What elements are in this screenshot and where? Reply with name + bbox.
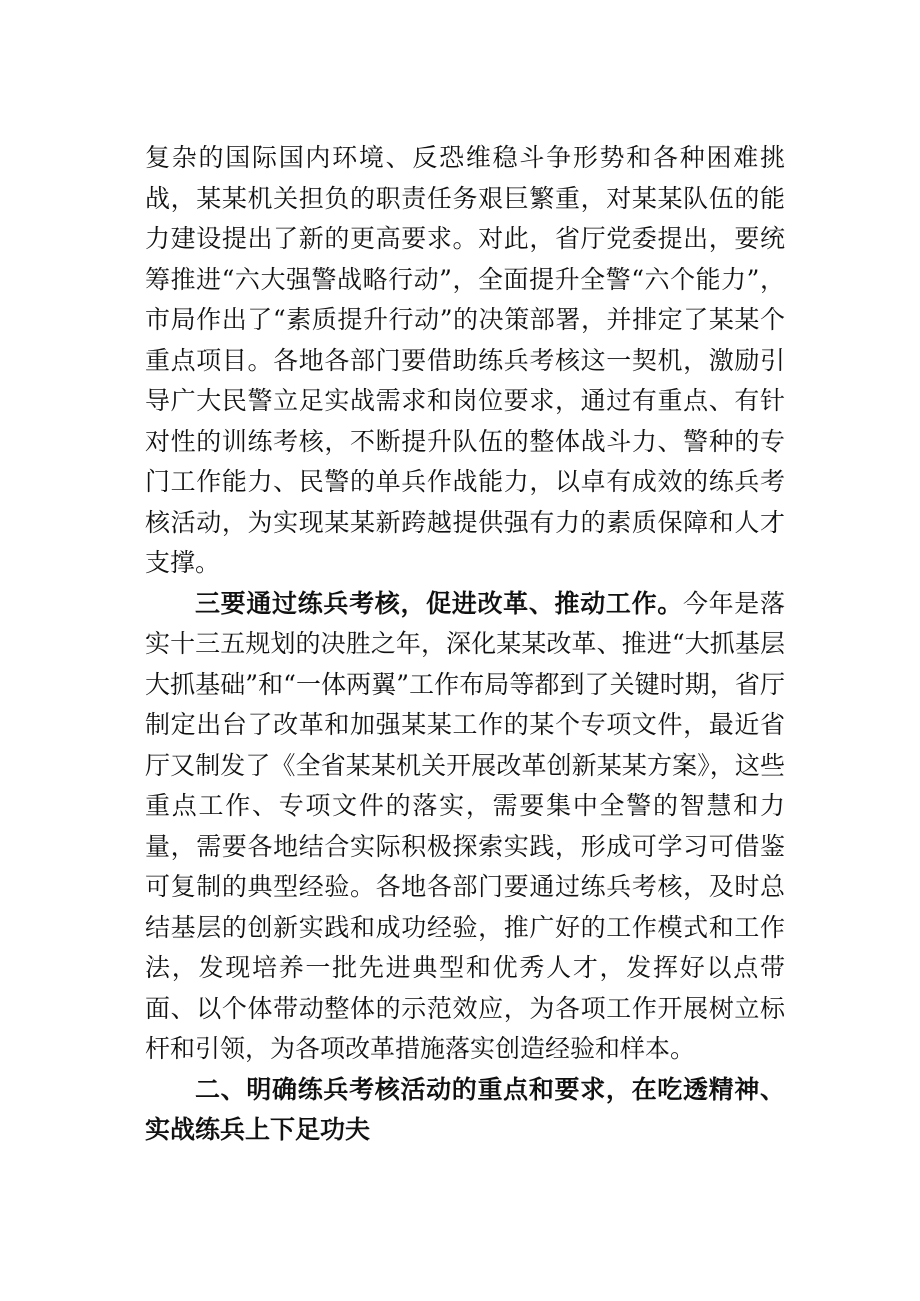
- section-heading: 二、明确练兵考核活动的重点和要求，在吃透精神、实战练兵上下足功夫: [145, 1074, 785, 1144]
- paragraph-point-three: [145, 584, 785, 1070]
- paragraph-body-text: 今年是落实十三五规划的决胜之年，深化某某改革、推进“大抓基层大抓基础”和“一体两翼”工作布局等都到了关键时期，省厅制定出台了改革和加强某某工作的某个专项文件，最近省厅又制发了《全省某某机关开展改革创新某某方案》，这些重点工作、专项文件的落实，需要集中全警的智慧和力量，需要各地结合实际积极探索实践，形成可学习可借鉴可复制的典型经验。各地各部门要通过练兵考核，及时总结基层的创新实践和成功经验，推广好的工作模式和工作法，发现培养一批先进典型和优秀人才，发挥好以点带面、以个体带动整体的示范效应，为各项工作开展树立标杆和引领，为各项改革措施落实创造经验和样本。: [145, 588, 785, 1063]
- document-body: [145, 138, 785, 1151]
- paragraph-continuation: 复杂的国际国内环境、反恐维稳斗争形势和各种困难挑战，某某机关担负的职责任务艰巨繁重，对某某队伍的能力建设提出了新的更高要求。对此，省厅党委提出，要统筹推进“六大强警战略行动”，全面提升全警“六个能力”，市局作出了“素质提升行动”的决策部署，并排定了某某个重点项目。各地各部门要借助练兵考核这一契机，激励引导广大民警立足实战需求和岗位要求，通过有重点、有针对性的训练考核，不断提升队伍的整体战斗力、警种的专门工作能力、民警的单兵作战能力，以卓有成效的练兵考核活动，为实现某某新跨越提供强有力的素质保障和人才支撑。: [145, 143, 785, 577]
- paragraph-lead-sentence: 三要通过练兵考核，促进改革、推动工作。: [195, 588, 683, 618]
